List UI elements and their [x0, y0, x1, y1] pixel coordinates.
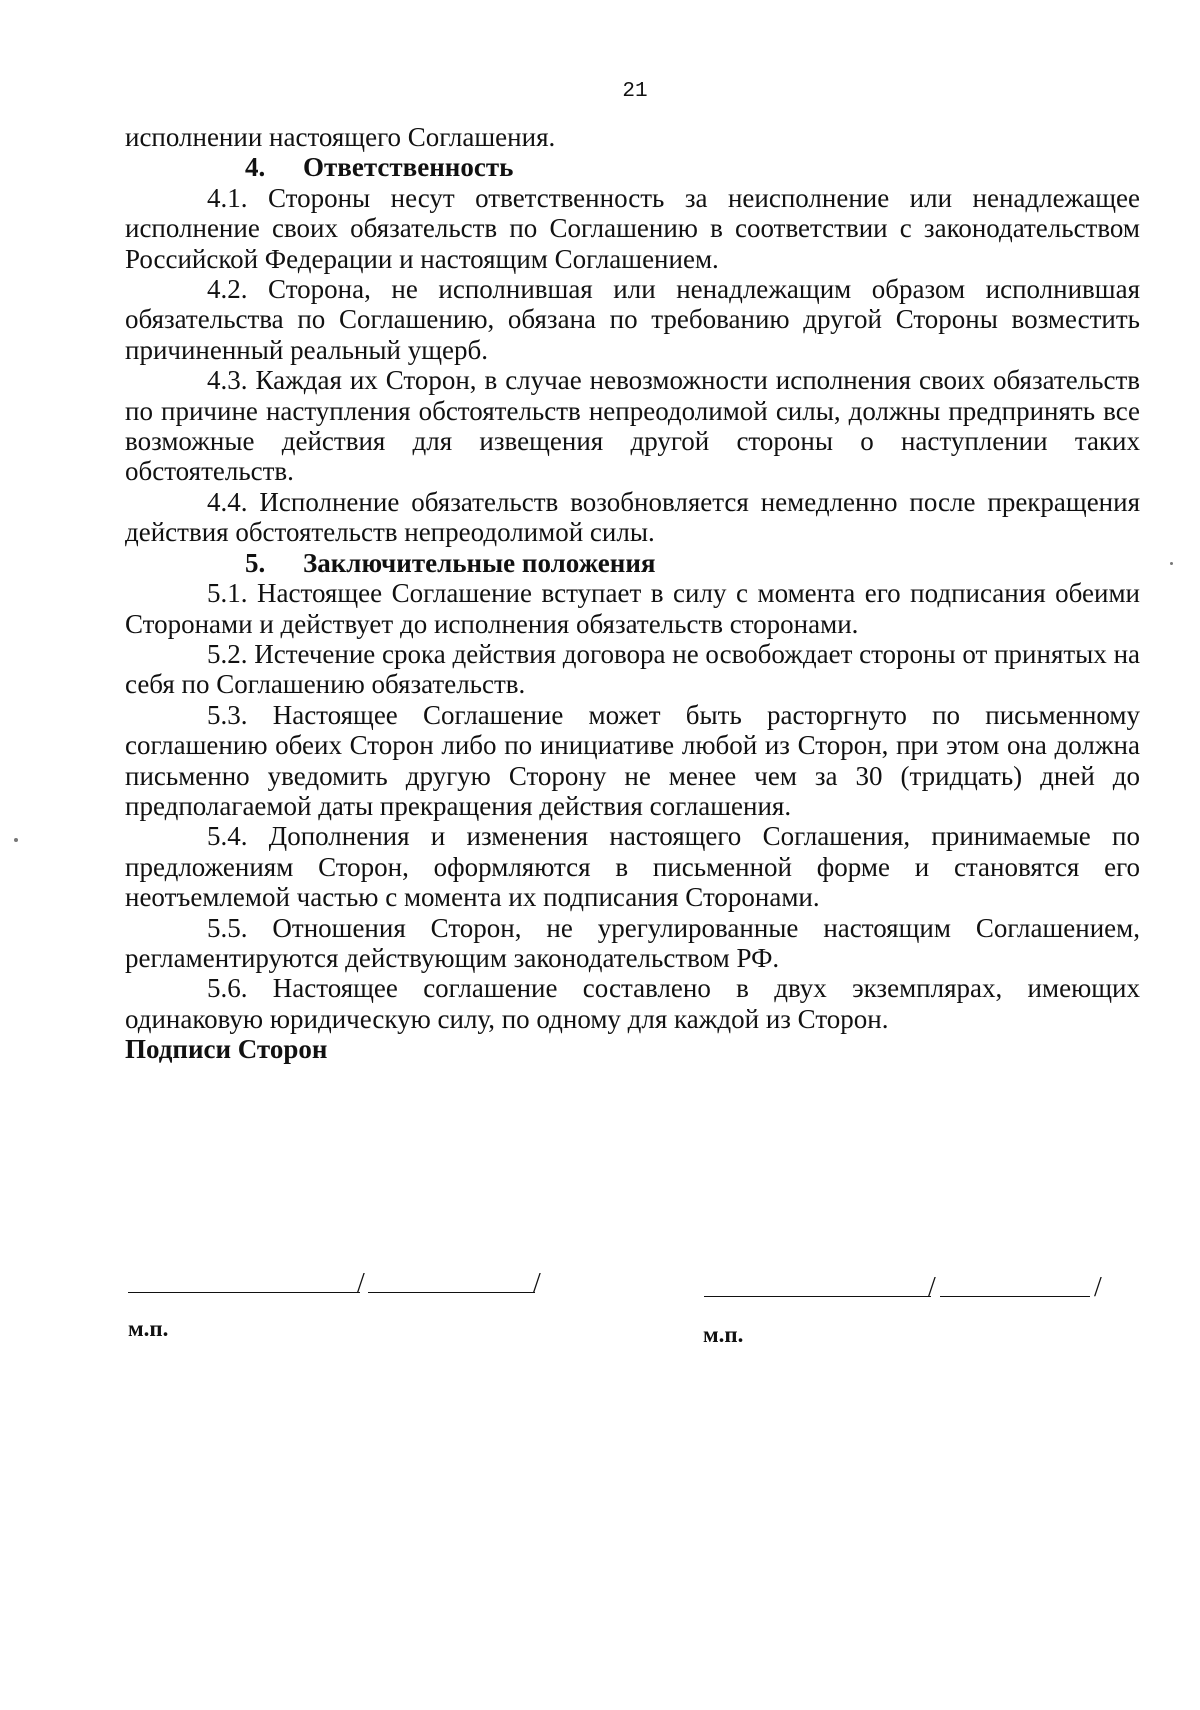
clause-5-6: 5.6. Настоящее соглашение составлено в двух экземплярах, имеющих одинаковую юридическую силу, по одному для каждой из Сторон.	[125, 973, 1140, 1034]
page-number: 21	[622, 80, 648, 103]
clause-5-1: 5.1. Настоящее Соглашение вступает в силу с момента его подписания обеими Сторонами и действует до исполнения обязательств сторонами.	[125, 578, 1140, 639]
clause-5-2: 5.2. Истечение срока действия договора не освобождает стороны от принятых на себя по Соглашению обязательств.	[125, 638, 1140, 700]
clause-5-3: 5.3. Настоящее Соглашение может быть расторгнуто по письменному соглашению обеих Сторон либо по инициативе любой из Сторон, при этом она должна письменно уведомить другую Сторону не менее чем за 30 (тридцать) дней до предполагаемой даты прекращения действия соглашения.	[125, 699, 1140, 821]
section-4-title: Ответственность	[303, 152, 514, 183]
continuation-line: исполнении настоящего Соглашения.	[125, 122, 556, 152]
right-signature-slash-2: /	[1094, 1272, 1102, 1303]
right-seal-label: м.п.	[703, 1322, 744, 1347]
clause-5-4: 5.4. Дополнения и изменения настоящего Соглашения, принимаемые по предложениям Сторон, оформляются в письменной форме и становятся его неотъемлемой частью с момента их подписания Сторонами.	[125, 821, 1140, 913]
clause-4-2: 4.2. Сторона, не исполнившая или ненадлежащим образом исполнившая обязательства по Соглашению, обязана по требованию другой Стороны возместить причиненный реальный ущерб.	[125, 274, 1140, 365]
clause-4-3: 4.3. Каждая их Сторон, в случае невозможности исполнения своих обязательств по причине наступления обстоятельств непреодолимой силы, должны предпринять все возможные действия для извещения другой стороны о наступлении таких обстоятельств.	[125, 365, 1140, 487]
section-4-heading	[125, 152, 1140, 182]
section-5-heading	[125, 548, 1140, 578]
clause-4-4: 4.4. Исполнение обязательств возобновляется немедленно после прекращения действия обстоятельств непреодолимой силы.	[125, 486, 1140, 548]
right-name-line	[940, 1296, 1090, 1297]
left-seal-label: м.п.	[128, 1316, 169, 1341]
left-signature-slash-1: /	[357, 1268, 365, 1299]
document-body	[125, 122, 1140, 1065]
section-5-title: Заключительные положения	[303, 547, 656, 578]
left-name-line	[368, 1292, 535, 1293]
left-signature-line	[128, 1292, 360, 1293]
scan-speck	[1170, 562, 1173, 565]
clause-4-1: 4.1. Стороны несут ответственность за неисполнение или ненадлежащее исполнение своих обязательств по Соглашению в соответствии с законодательством Российской Федерации и настоящим Соглашением.	[125, 182, 1140, 274]
section-5-number: 5.	[245, 547, 266, 578]
section-4-number: 4.	[245, 152, 266, 183]
scan-speck	[14, 838, 18, 842]
clause-5-5: 5.5. Отношения Сторон, не урегулированные настоящим Соглашением, регламентируются действующим законодательством РФ.	[125, 912, 1140, 973]
right-signature-line	[704, 1296, 931, 1297]
signatures-heading: Подписи Сторон	[125, 1034, 328, 1065]
right-signature-slash-1: /	[928, 1272, 936, 1303]
left-signature-slash-2: /	[533, 1268, 541, 1299]
